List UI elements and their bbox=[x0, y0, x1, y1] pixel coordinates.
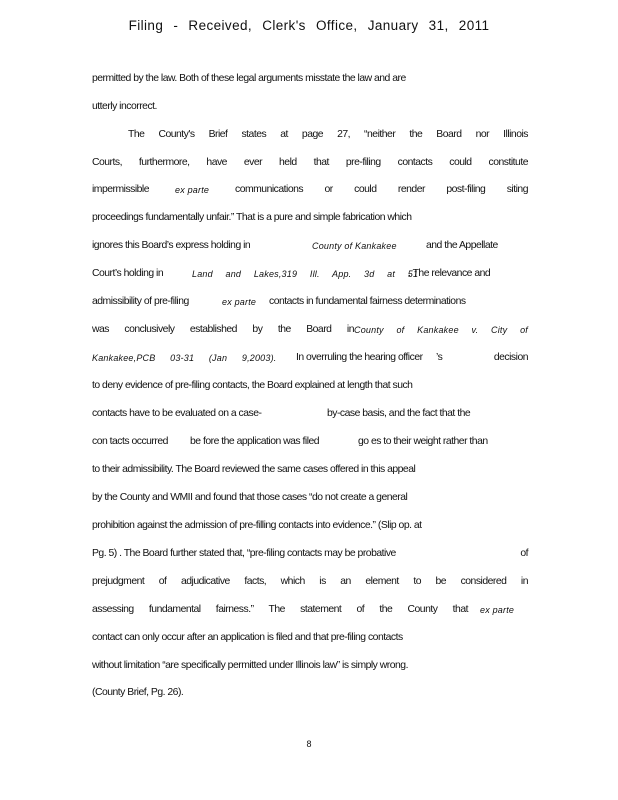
italic-term: ex parte bbox=[175, 185, 210, 195]
text-line: permitted by the law. Both of these legal arguments misstate the law and are bbox=[92, 73, 406, 84]
text-span: Court’s holding in bbox=[92, 268, 164, 279]
text-line: (County Brief, Pg. 26). bbox=[92, 687, 184, 698]
text-span: and the Appellate bbox=[426, 240, 498, 251]
page-number: 8 bbox=[306, 739, 312, 749]
case-citation: County of Kankakee bbox=[312, 241, 397, 251]
text-line: utterly incorrect. bbox=[92, 101, 157, 112]
text-span: admissibility of pre-filing bbox=[92, 296, 189, 307]
case-citation: County of Kankakee v. City of bbox=[354, 325, 528, 335]
text-line bbox=[92, 407, 528, 421]
text-line bbox=[92, 435, 528, 449]
text-line bbox=[92, 351, 528, 365]
text-span: go es to their weight rather than bbox=[358, 436, 488, 447]
text-line: without limitation “are specifically permitted under Illinois law” is simply wrong. bbox=[92, 660, 408, 671]
text-line bbox=[92, 267, 528, 281]
text-span: con tacts occurred bbox=[92, 436, 168, 447]
text-line bbox=[92, 547, 528, 561]
text-span: assessing fundamental fairness.” The statement of the County that bbox=[92, 604, 468, 615]
text-span: ignores this Board’s express holding in bbox=[92, 240, 251, 251]
text-line: to their admissibility. The Board reviewed the same cases offered in this appeal bbox=[92, 464, 416, 475]
italic-term: ex parte bbox=[480, 605, 515, 615]
text-line: prohibition against the admission of pre-filling contacts into evidence.” (Slip op. at bbox=[92, 520, 422, 531]
text-span: In overruling the hearing officer bbox=[296, 352, 423, 363]
text-span: Pg. 5) . The Board further stated that, “pre-filing contacts may be probative bbox=[92, 548, 396, 559]
text-span: be fore the application was filed bbox=[190, 436, 320, 447]
text-line: proceedings fundamentally unfair.” That is a pure and simple fabrication which bbox=[92, 212, 412, 223]
case-citation: Kankakee,PCB 03-31 (Jan 9,2003). bbox=[92, 353, 277, 363]
text-line bbox=[92, 323, 528, 337]
text-line bbox=[92, 183, 528, 197]
text-line bbox=[92, 295, 528, 309]
text-span: of bbox=[520, 548, 528, 559]
text-span: impermissible bbox=[92, 184, 150, 195]
text-line: to deny evidence of pre-filing contacts, the Board explained at length that such bbox=[92, 380, 413, 391]
text-line: contact can only occur after an application is filed and that pre-filing contacts bbox=[92, 632, 403, 643]
text-span: by-case basis, and the fact that the bbox=[327, 408, 471, 419]
text-line: Courts, furthermore, have ever held that pre-filing contacts could constitute bbox=[92, 157, 528, 168]
text-span: contacts in fundamental fairness determinations bbox=[269, 296, 466, 307]
page-header: Filing - Received, Clerk's Office, January 31, 2011 bbox=[128, 18, 490, 33]
text-line: by the County and WMII and found that those cases “do not create a general bbox=[92, 492, 408, 503]
text-span: ’s decision bbox=[436, 352, 528, 363]
italic-term: ex parte bbox=[222, 297, 257, 307]
text-line: The County's Brief states at page 27, “neither the Board nor Illinois bbox=[128, 129, 528, 140]
text-span: was conclusively established by the Board in bbox=[92, 324, 354, 335]
text-span: communications or could render post-filing siting bbox=[235, 184, 528, 195]
text-span: . The relevance and bbox=[408, 268, 491, 279]
case-citation: Land and Lakes,319 Ill. App. 3d at 51 bbox=[192, 269, 419, 279]
text-line bbox=[92, 603, 528, 617]
text-line bbox=[92, 239, 528, 253]
text-line: prejudgment of adjudicative facts, which is an element to be considered in bbox=[92, 576, 528, 587]
text-span: contacts have to be evaluated on a case- bbox=[92, 408, 262, 419]
